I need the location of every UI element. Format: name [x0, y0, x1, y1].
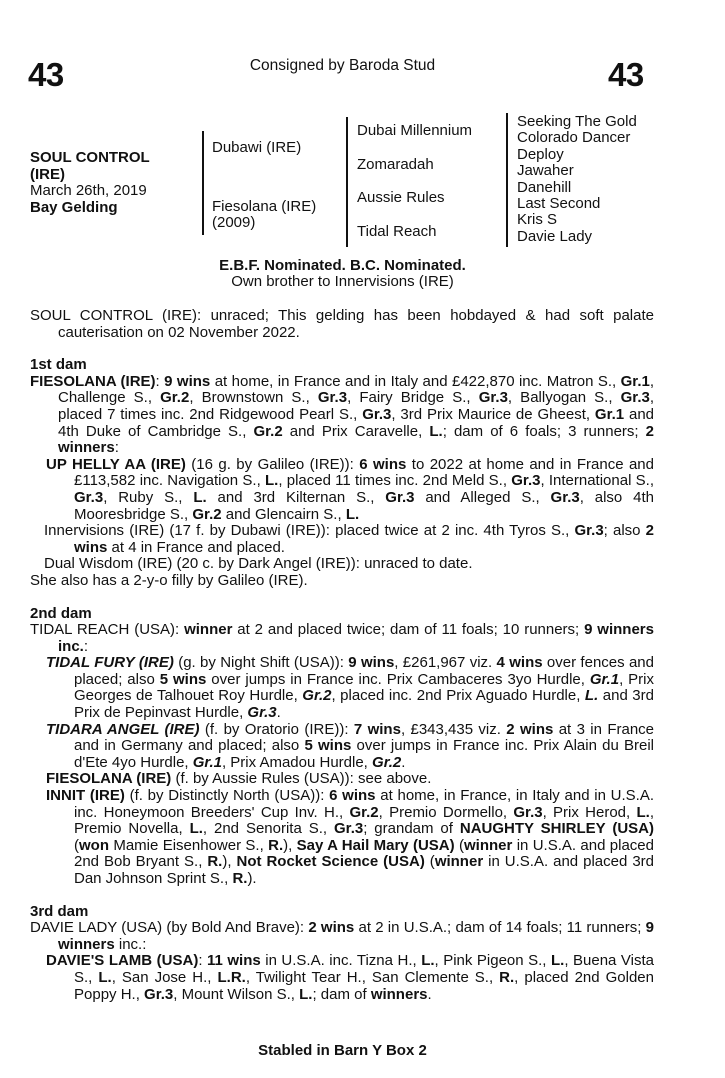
pedigree-gen3-8: Davie Lady: [517, 227, 593, 245]
produce-innit: INNIT (IRE) (f. by Distinctly North (USA)): 6 wins at home, in France, in Italy and in U.S.A. inc. Honeymoon Breeders' Cup Inv. H., Gr.2, Premio Dormello, Gr.3, Prix Herod, L., Premio Novella, L., 2nd Senorita S., Gr.3; grandam of NAUGHTY SHIRLEY (USA) (won Mamie Eisenhower S., R.), Say A Hail Mary (USA) (winner in U.S.A. and placed 2nd Bob Bryant S., R.), Not Rocket Science (USA) (winner in U.S.A. and placed 3rd Dan Johnson Sprint S., R.).: [46, 787, 655, 887]
pedigree-gen3-1: Seeking The Gold: [517, 113, 637, 130]
produce-dual-wisdom: Dual Wisdom (IRE) (20 c. by Dark Angel (IRE)): unraced to date.: [44, 555, 473, 573]
pedigree-dam-year: (2009): [212, 214, 256, 232]
pedigree-bracket-2: [346, 117, 348, 247]
horse-name: SOUL CONTROL: [30, 149, 150, 166]
third-dam-entry: DAVIE LADY (USA) (by Bold And Brave): 2 wins at 2 in U.S.A.; dam of 14 foals; 11 runners; 9 winners inc.:: [30, 919, 654, 953]
produce-filly-note: She also has a 2-y-o filly by Galileo (IRE).: [30, 571, 308, 589]
horse-country: (IRE): [30, 165, 65, 183]
pedigree-bracket-3: [506, 113, 508, 247]
stabling-footer: Stabled in Barn Y Box 2: [258, 1042, 427, 1059]
pedigree-bracket-1: [202, 131, 204, 235]
horse-description: Bay Gelding: [30, 198, 118, 216]
third-dam-heading: 3rd dam: [30, 902, 89, 920]
pedigree-gen3-7: Kris S: [517, 211, 558, 229]
produce-innervisions: Innervisions (IRE) (17 f. by Dubawi (IRE)): placed twice at 2 inc. 4th Tyros S., Gr.3; also 2 wins at 4 in France and placed.: [44, 522, 654, 556]
pedigree-gen3-2: Colorado Dancer: [517, 129, 631, 147]
pedigree-dam-name: Fiesolana (IRE): [212, 198, 317, 215]
lot-number-left: 43: [28, 56, 64, 93]
pedigree-gen3: [517, 114, 637, 245]
own-brother-note: Own brother to Innervisions (IRE): [231, 273, 454, 290]
produce-davies-lamb: DAVIE'S LAMB (USA): 11 wins in U.S.A. inc. Tizna H., L., Pink Pigeon S., L., Buena Vista S., L., San Jose H., L.R., Twilight Tear H., San Clemente S., R., placed 2nd Golden Poppy H., Gr.3, Mount Wilson S., L.; dam of winners.: [46, 952, 654, 1003]
produce-fiesolana: FIESOLANA (IRE) (f. by Aussie Rules (USA)): see above.: [46, 770, 432, 788]
horse-info: [30, 150, 150, 216]
produce-tidara-angel: TIDARA ANGEL (IRE) (f. by Oratorio (IRE)): 7 wins, £343,435 viz. 2 wins at 3 in France and in Germany and placed; also 5 wins over jumps in France inc. Prix Alain du Breil d'Ete 4yo Hurdle, Gr.1, Prix Amadou Hurdle, Gr.2.: [46, 720, 655, 771]
pedigree-gen2-2: Zomaradah: [357, 156, 434, 173]
pedigree-gen2-4: Tidal Reach: [357, 223, 437, 240]
second-dam-heading: 2nd dam: [30, 604, 92, 622]
pedigree-gen3-4: Jawaher: [517, 162, 574, 180]
pedigree-gen2-1: Dubai Millennium: [357, 122, 473, 139]
first-dam-entry: FIESOLANA (IRE): 9 wins at home, in France and in Italy and £422,870 inc. Matron S., Gr.1, Challenge S., Gr.2, Brownstown S., Gr.3, Fairy Bridge S., Gr.3, Ballyogan S., Gr.3, placed 7 times inc. 2nd Ridgewood Pearl S., Gr.3, 3rd Prix Maurice de Gheest, Gr.1 and 4th Duke of Cambridge S., Gr.2 and Prix Caravelle, L.; dam of 6 foals; 3 runners; 2 winners:: [30, 372, 655, 457]
pedigree-gen3-3: Deploy: [517, 145, 564, 163]
pedigree-gen3-5: Danehill: [517, 178, 572, 196]
pedigree-gen2-3: Aussie Rules: [357, 189, 445, 206]
lot-number-right: 43: [608, 56, 644, 93]
pedigree-gen3-6: Last Second: [517, 195, 601, 213]
pedigree-dam: [212, 199, 316, 232]
second-dam-entry: TIDAL REACH (USA): winner at 2 and placed twice; dam of 11 foals; 10 runners; 9 winners inc.:: [30, 621, 654, 655]
produce-up-helly-aa: UP HELLY AA (IRE) (16 g. by Galileo (IRE)): 6 wins to 2022 at home and in France and £113,582 inc. Navigation S., L., placed 11 times inc. 2nd Meld S., Gr.3, International S., Gr.3, Ruby S., L. and 3rd Kilternan S., Gr.3 and Alleged S., Gr.3, also 4th Mooresbridge S., Gr.2 and Glencairn S., L.: [46, 455, 655, 523]
first-dam-heading: 1st dam: [30, 356, 87, 374]
consignor: Consigned by Baroda Stud: [249, 57, 436, 74]
produce-tidal-fury: TIDAL FURY (IRE) (g. by Night Shift (USA)): 9 wins, £261,967 viz. 4 wins over fences and placed; also 5 wins over jumps in France inc. Prix Cambaceres 3yo Hurdle, Gr.1, Prix Georges de Talhouet Roy Hurdle, Gr.2, placed inc. 2nd Prix Aguado Hurdle, L. and 3rd Prix de Pepinvast Hurdle, Gr.3.: [46, 654, 654, 722]
nominations: E.B.F. Nominated. B.C. Nominated.: [219, 257, 466, 274]
pedigree-sire: Dubawi (IRE): [212, 139, 302, 156]
intro-paragraph: SOUL CONTROL (IRE): unraced; This gelding has been hobdayed & had soft palate cauterisation on 02 November 2022.: [30, 307, 654, 341]
horse-foaled: March 26th, 2019: [30, 182, 147, 199]
catalogue-body: [30, 308, 654, 1003]
